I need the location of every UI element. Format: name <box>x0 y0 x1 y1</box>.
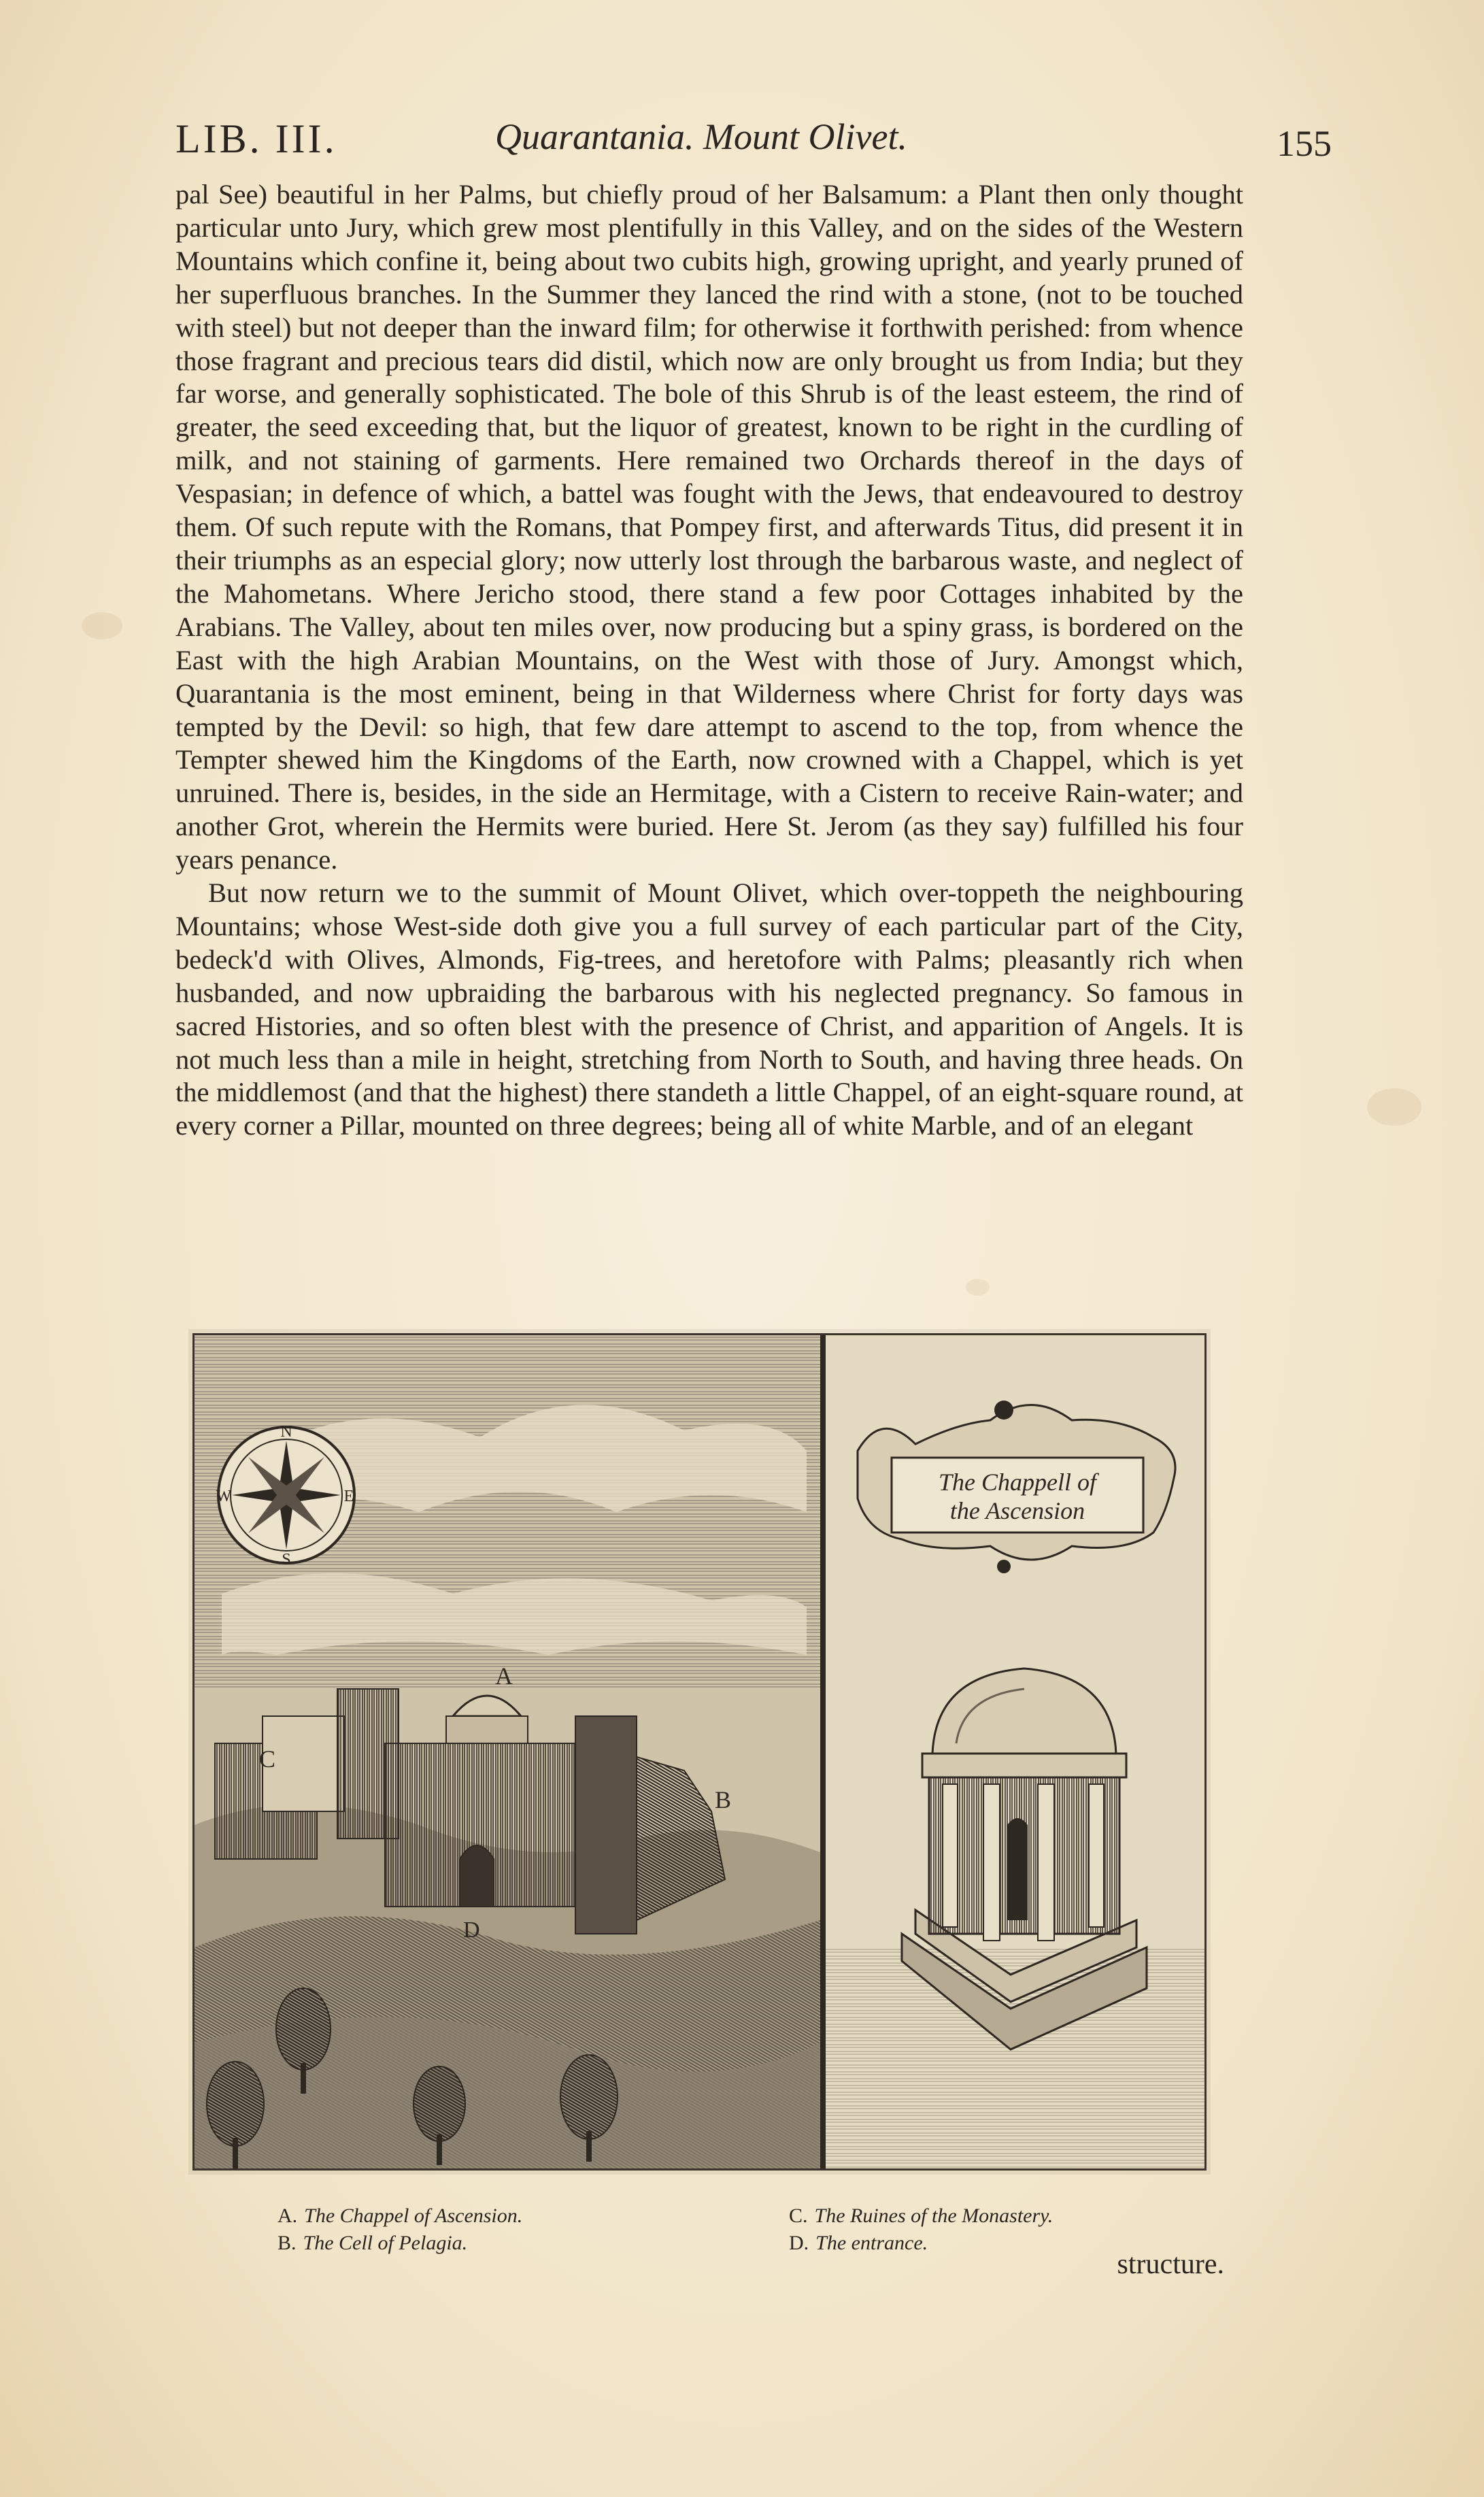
paragraph: But now return we to the summit of Mount Olivet, which over-toppeth the neighbouring Mountains; whose West-side doth give you a full survey of each particular part of the City, bedeck'd with Olives, Almonds, Fig-trees, and heretofore with Palms; pleasantly rich when husbanded, and now upbraiding the barbarous with his neglected pregnancy. So famous in sacred Histories, and so often blest with the presence of Christ, and apparition of Angels. It is not much less than a mile in height, stretching from North to South, and having three heads. On the middlemost (and that the highest) there standeth a little Chappel, of an eight-square round, at every corner a Pillar, mounted on three degrees; being all of white Marble, and of an elegant <box>175 877 1243 1141</box>
foxing-spot <box>966 1279 990 1296</box>
engraving-illustration <box>195 1335 1204 2168</box>
legend-key: B. <box>277 2232 297 2254</box>
legend-item <box>277 2230 522 2257</box>
foxing-spot <box>82 612 122 639</box>
legend-item <box>789 2230 1053 2257</box>
body-text <box>175 178 1243 1143</box>
book-number: LIB. III. <box>175 116 337 161</box>
legend-left <box>277 2202 522 2257</box>
foxing-spot <box>1367 1088 1421 1126</box>
legend-text: The Chappel of Ascension. <box>304 2205 523 2227</box>
legend-key: D. <box>789 2232 809 2254</box>
legend-text: The entrance. <box>815 2232 928 2254</box>
legend-key: C. <box>789 2205 808 2227</box>
legend-text: The Cell of Pelagia. <box>303 2232 468 2254</box>
compass-north-label: N <box>280 1423 292 1441</box>
running-title: Quarantania. Mount Olivet. <box>495 116 907 157</box>
page-header <box>175 116 1332 170</box>
mark-a-left: A <box>495 1662 513 1690</box>
cartouche-line-2: the Ascension <box>949 1497 1085 1524</box>
mark-c-left: C <box>259 1745 276 1773</box>
legend-text: The Ruines of the Monastery. <box>814 2205 1053 2227</box>
legend-right <box>789 2202 1053 2257</box>
engraving-plate <box>192 1333 1207 2171</box>
compass-west-label: W <box>216 1488 232 1505</box>
compass-east-label: E <box>343 1488 354 1505</box>
cartouche-line-1: The Chappell of <box>939 1469 1096 1496</box>
catchword: structure. <box>1117 2249 1224 2280</box>
paragraph: pal See) beautiful in her Palms, but chiefly proud of her Balsamum: a Plant then only thought particular unto Jury, which grew most plentifully in this Valley, and on the sides of the Western Mountains which confine it, being about two cubits high, growing upright, and yearly pruned of her superfluous branches. In the Summer they lanced the rind with a stone, (not to be touched with steel) but not deeper than the inward film; for otherwise it forthwith perished: from whence those fragrant and precious tears did distil, which now are only brought us from India; but they far worse, and generally sophisticated. The bole of this Shrub is of the least esteem, the rind of greater, the seed exceeding that, but the liquor of greatest, known to be right in the curdling of milk, and not staining of garments. Here remained two Orchards thereof in the days of Vespasian; in defence of which, a battel was fought with the Jews, that endeavoured to destroy them. Of such repute with the Romans, that Pompey first, and afterwards Titus, did present it in their triumphs as an especial glory; now utterly lost through the barbarous waste, and neglect of the Mahometans. Where Jericho stood, there stand a few poor Cottages inhabited by the Arabians. The Valley, about ten miles over, now producing but a spiny grass, is bordered on the East with the high Arabian Mountains, on the West with those of Jury. Amongst which, Quarantania is the most eminent, being in that Wilderness where Christ for forty days was tempted by the Devil: so high, that few dare attempt to ascend to the top, from whence the Tempter shewed him the Kingdoms of the Earth, now crowned with a Chappel, which is yet unruined. There is, besides, in the side an Hermitage, with a Cistern to receive Rain-water; and another Grot, wherein the Hermits were buried. Here St. Jerom (as they say) fulfilled his four years penance. <box>175 179 1243 875</box>
plate-divider <box>820 1335 826 2168</box>
legend-item <box>789 2202 1053 2230</box>
legend-item <box>277 2202 522 2230</box>
page-number: 155 <box>1277 123 1332 164</box>
mark-b-left: B <box>715 1786 732 1813</box>
mark-d-left: D <box>463 1917 480 1943</box>
compass-south-label: S <box>282 1551 291 1569</box>
legend-key: A. <box>277 2205 298 2227</box>
